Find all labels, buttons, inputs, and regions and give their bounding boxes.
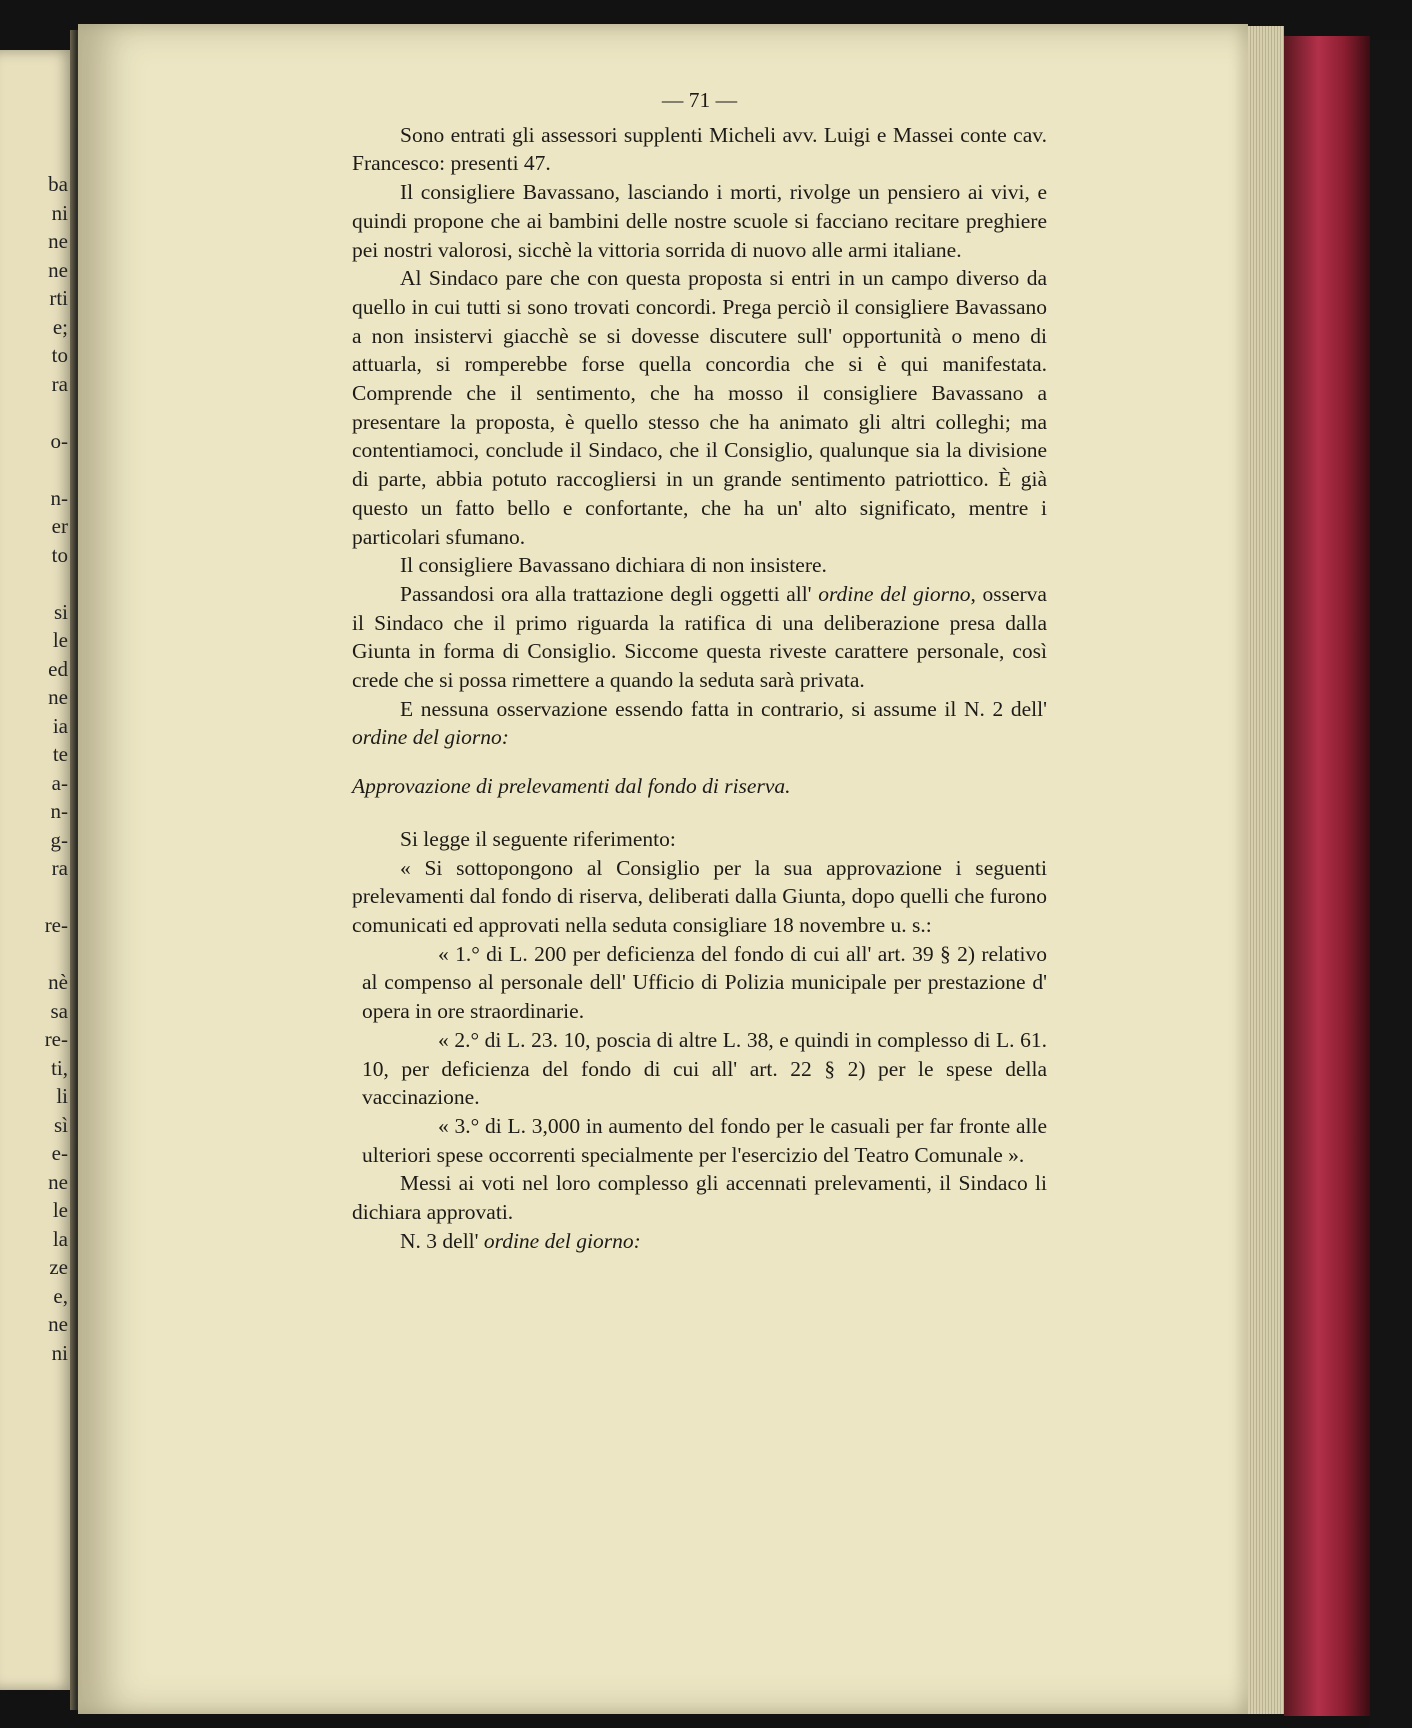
left-page-fragment [0, 883, 70, 912]
paragraph-text: , osserva il Sindaco che il primo riguarda la ratifica di una deliberazione presa dalla Giunta in forma di Consiglio. Siccome questa riveste carattere personale, così crede che si possa rimettere a quando la seduta sarà privata. [352, 581, 1047, 693]
left-page-fragment: le [52, 1198, 68, 1222]
red-book-cover [1284, 36, 1370, 1716]
left-page-fragment: ra [51, 856, 68, 880]
paragraph [352, 1227, 1047, 1256]
italic-text: ordine del giorno [818, 581, 971, 606]
left-page-fragment: ti, [51, 1055, 68, 1080]
left-page-fragment: e- [51, 1141, 68, 1165]
left-page-fragment: to [51, 343, 68, 367]
left-page-fragment: e; [52, 314, 68, 339]
quote-item: « 1.° di L. 200 per deficienza del fondo di cui all' art. 39 § 2) relativo al compenso al personale dell' Ufficio di Polizia municipale per prestazione d' opera in ore straordinarie. [362, 941, 1047, 1024]
left-page-fragment: o- [50, 428, 68, 453]
section-heading: Approvazione di prelevamenti dal fondo di riserva. [352, 774, 791, 799]
paragraph: Il consigliere Bavassano, lasciando i morti, rivolge un pensiero ai vivi, e quindi propone che ai bambini delle nostre scuole si facciano recitare preghiere pei nostri valorosi, sicchè la vittoria sorrida di nuovo alle armi italiane. [352, 180, 1047, 262]
page-text [352, 86, 1047, 1255]
left-page-fragment: a- [51, 770, 68, 795]
left-page-fragment: ne [48, 685, 68, 709]
left-page-fragment: si [53, 599, 68, 624]
paragraph [352, 695, 1047, 752]
left-page-fragment: n- [50, 799, 68, 823]
left-page-fragment: la [52, 1226, 68, 1251]
left-page-fragment [0, 569, 70, 598]
left-page-fragment: ni [51, 1340, 68, 1365]
left-page-fragment: to [51, 542, 68, 567]
left-page-fragment: rti [49, 286, 68, 310]
left-page-fragment: te [52, 742, 68, 766]
paragraph: Sono entrati gli assessori supplenti Micheli avv. Luigi e Massei conte cav. Francesco: presenti 47. [352, 122, 1047, 176]
paragraph: Il consigliere Bavassano dichiara di non insistere. [400, 553, 827, 578]
italic-text: ordine del giorno: [352, 725, 509, 750]
paragraph [352, 580, 1047, 695]
paragraph: Al Sindaco pare che con questa proposta si entri in un campo diverso da quello in cui tutti si sono trovati concordi. Prega perciò il consigliere Bavassano a non insistervi giacchè se si dovesse discutere sull' opportunità o meno di attuarla, si romperebbe forse quella concordia che si è qui manifestata. Comprende che il sentimento, che ha mosso il consigliere Bavassano a presentare la proposta, è quello stesso che ha animato gli altri colleghi; ma contentiamoci, conclude il Sindaco, che il Consiglio, qualunque sia la divisione di parte, abbia potuto raccogliersi in un grande sentimento patriottico. È già questo un fatto bello e confortante, che ha un' alto significato, mentre i particolari sfumano. [352, 266, 1047, 549]
left-page-fragment: re- [44, 913, 68, 937]
paragraph: Messi ai voti nel loro complesso gli accennati prelevamenti, il Sindaco li dichiara approvati. [352, 1171, 1047, 1225]
left-page-text-fragments [0, 170, 70, 1367]
left-page-fragment: ni [51, 200, 68, 225]
left-page-fragment: ra [51, 371, 68, 396]
paragraph-text: N. 3 dell' [400, 1228, 479, 1253]
left-page-fragment: ze [49, 1255, 68, 1279]
left-page-fragment: sa [50, 998, 68, 1023]
left-page-fragment: le [52, 628, 68, 652]
left-page-fragment: er [51, 514, 68, 538]
paragraph-text: Passandosi ora alla trattazione degli oggetti all' [400, 581, 812, 606]
left-page-fragment: ne [48, 229, 68, 253]
left-page-fragment [0, 398, 70, 427]
quote-item: « 3.° di L. 3,000 in aumento del fondo per le casuali per far fronte alle ulteriori spese occorrenti specialmente per l'esercizio del Teatro Comunale ». [362, 1113, 1047, 1167]
paragraph: Si legge il seguente riferimento: [400, 826, 676, 851]
left-page-fragment: sì [53, 1112, 68, 1137]
left-page-fragment: nè [48, 970, 68, 994]
left-page-fragment: n- [50, 485, 68, 510]
left-page-fragment [0, 940, 70, 969]
quote-item: « 2.° di L. 23. 10, poscia di altre L. 38, e quindi in complesso di L. 61. 10, per deficienza del fondo di cui all' art. 22 § 2) per le spese della vaccinazione. [362, 1027, 1047, 1110]
left-page-fragment [0, 455, 70, 484]
paragraph-text: E nessuna osservazione essendo fatta in contrario, si assume il N. 2 dell' [400, 696, 1047, 721]
left-page-fragment: ed [48, 656, 68, 681]
italic-text: ordine del giorno: [483, 1228, 641, 1253]
page-number: — 71 — [661, 88, 738, 112]
left-page-fragment: li [56, 1084, 68, 1108]
quote-paragraph: « Si sottopongono al Consiglio per la sua approvazione i seguenti prelevamenti dal fondo di riserva, deliberati dalla Giunta, dopo quelli che furono comunicati ed approvati nella seduta consigliare 18 novembre u. s.: [352, 855, 1047, 937]
left-page-fragment: e, [53, 1283, 68, 1308]
left-page-fragment: g- [50, 827, 68, 852]
left-page [0, 50, 76, 1690]
left-page-fragment: ne [48, 257, 68, 282]
left-page-fragment: ne [48, 1169, 68, 1194]
left-page-fragment: ne [48, 1312, 68, 1336]
left-page-fragment: ba [48, 172, 68, 196]
left-page-fragment: ia [52, 713, 68, 738]
quote-list [352, 940, 1047, 1170]
page-edges [1248, 26, 1284, 1714]
background-edge [1370, 40, 1412, 1728]
left-page-fragment: re- [44, 1027, 68, 1051]
